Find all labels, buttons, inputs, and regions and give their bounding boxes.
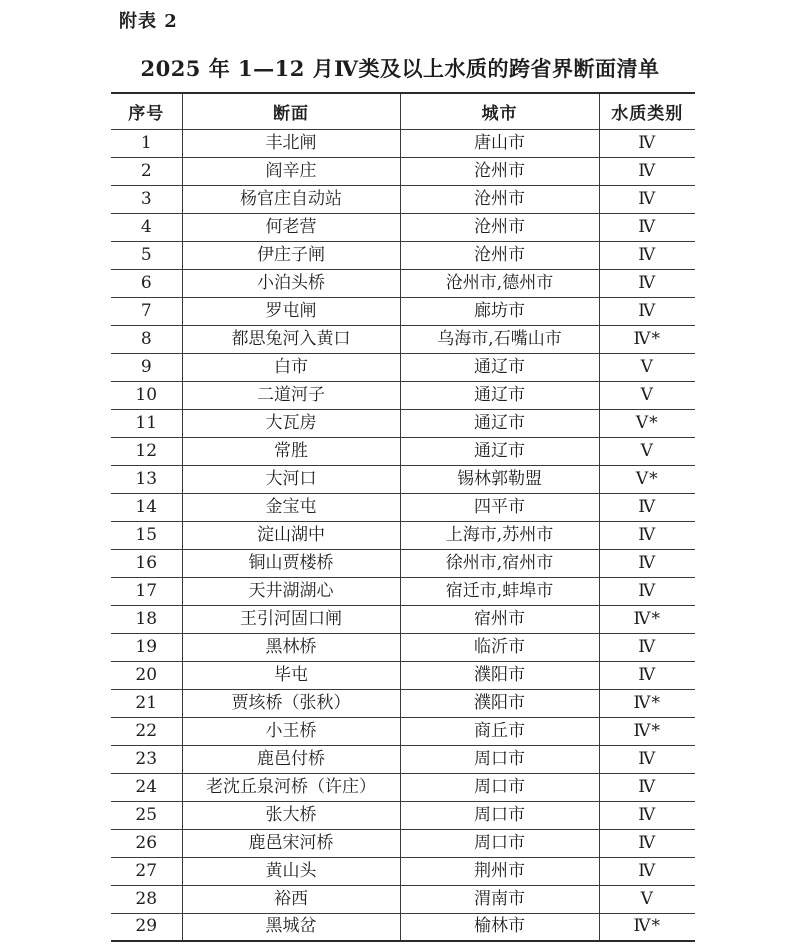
table-row xyxy=(111,521,695,549)
cell-section: 王引河固口闸 xyxy=(182,605,400,633)
cell-city: 渭南市 xyxy=(400,885,599,913)
cell-class: Ⅴ xyxy=(599,437,695,465)
water-quality-section-table xyxy=(111,92,695,942)
cell-index: 7 xyxy=(111,297,182,325)
cell-section: 伊庄子闸 xyxy=(182,241,400,269)
cell-city: 通辽市 xyxy=(400,409,599,437)
cell-section: 老沈丘泉河桥（许庄） xyxy=(182,773,400,801)
cell-class: Ⅳ xyxy=(599,129,695,157)
cell-section: 大瓦房 xyxy=(182,409,400,437)
table-row xyxy=(111,661,695,689)
table-row xyxy=(111,157,695,185)
cell-index: 27 xyxy=(111,857,182,885)
cell-index: 24 xyxy=(111,773,182,801)
cell-section: 白市 xyxy=(182,353,400,381)
cell-city: 宿迁市,蚌埠市 xyxy=(400,577,599,605)
cell-city: 廊坊市 xyxy=(400,297,599,325)
cell-city: 临沂市 xyxy=(400,633,599,661)
cell-section: 小泊头桥 xyxy=(182,269,400,297)
table-row xyxy=(111,549,695,577)
table-row xyxy=(111,773,695,801)
cell-section: 金宝屯 xyxy=(182,493,400,521)
cell-index: 18 xyxy=(111,605,182,633)
cell-city: 通辽市 xyxy=(400,437,599,465)
table-row xyxy=(111,801,695,829)
cell-index: 12 xyxy=(111,437,182,465)
cell-class: Ⅳ xyxy=(599,577,695,605)
cell-class: Ⅳ xyxy=(599,241,695,269)
cell-city: 沧州市 xyxy=(400,157,599,185)
table-row xyxy=(111,605,695,633)
cell-section: 阎辛庄 xyxy=(182,157,400,185)
cell-city: 周口市 xyxy=(400,745,599,773)
cell-index: 28 xyxy=(111,885,182,913)
cell-city: 周口市 xyxy=(400,773,599,801)
table-row xyxy=(111,409,695,437)
cell-city: 濮阳市 xyxy=(400,661,599,689)
cell-class: Ⅳ xyxy=(599,213,695,241)
cell-section: 毕屯 xyxy=(182,661,400,689)
table-row xyxy=(111,913,695,941)
cell-section: 裕西 xyxy=(182,885,400,913)
cell-index: 19 xyxy=(111,633,182,661)
cell-section: 二道河子 xyxy=(182,381,400,409)
table-row xyxy=(111,745,695,773)
page-title: 2025 年 1—12 月Ⅳ类及以上水质的跨省界断面清单 xyxy=(140,56,660,81)
cell-class: Ⅳ xyxy=(599,801,695,829)
cell-city: 商丘市 xyxy=(400,717,599,745)
cell-index: 22 xyxy=(111,717,182,745)
cell-city: 唐山市 xyxy=(400,129,599,157)
cell-city: 沧州市 xyxy=(400,185,599,213)
table-row xyxy=(111,129,695,157)
table-row xyxy=(111,633,695,661)
cell-index: 21 xyxy=(111,689,182,717)
cell-city: 周口市 xyxy=(400,829,599,857)
cell-class: Ⅳ* xyxy=(599,325,695,353)
cell-index: 6 xyxy=(111,269,182,297)
table-row xyxy=(111,185,695,213)
table-row xyxy=(111,381,695,409)
cell-section: 鹿邑付桥 xyxy=(182,745,400,773)
cell-section: 小王桥 xyxy=(182,717,400,745)
cell-class: Ⅳ xyxy=(599,857,695,885)
cell-class: Ⅳ xyxy=(599,633,695,661)
cell-section: 鹿邑宋河桥 xyxy=(182,829,400,857)
cell-city: 上海市,苏州市 xyxy=(400,521,599,549)
table-row xyxy=(111,269,695,297)
cell-section: 都思兔河入黄口 xyxy=(182,325,400,353)
column-header-class: 水质类别 xyxy=(599,93,695,129)
cell-class: Ⅴ xyxy=(599,353,695,381)
cell-section: 罗屯闸 xyxy=(182,297,400,325)
cell-class: Ⅳ* xyxy=(633,916,661,937)
table-row xyxy=(111,353,695,381)
cell-index: 1 xyxy=(111,129,182,157)
cell-section: 黑林桥 xyxy=(182,633,400,661)
cell-section: 黄山头 xyxy=(182,857,400,885)
cell-index: 25 xyxy=(111,801,182,829)
cell-section: 杨官庄自动站 xyxy=(182,185,400,213)
table-header-row xyxy=(111,93,695,129)
cell-index: 14 xyxy=(111,493,182,521)
cell-index: 20 xyxy=(111,661,182,689)
cell-index: 29 xyxy=(111,913,182,941)
cell-city: 宿州市 xyxy=(400,605,599,633)
table-row xyxy=(111,577,695,605)
cell-class: Ⅳ xyxy=(599,521,695,549)
cell-class: Ⅴ xyxy=(599,885,695,913)
cell-class: Ⅳ* xyxy=(599,717,695,745)
cell-class: Ⅳ xyxy=(599,297,695,325)
cell-class: Ⅳ* xyxy=(599,689,695,717)
cell-index: 3 xyxy=(111,185,182,213)
cell-index: 4 xyxy=(111,213,182,241)
cell-class: Ⅴ* xyxy=(599,409,695,437)
cell-city: 乌海市,石嘴山市 xyxy=(400,325,599,353)
table-row xyxy=(111,297,695,325)
cell-section: 天井湖湖心 xyxy=(182,577,400,605)
table-row xyxy=(111,465,695,493)
cell-index: 26 xyxy=(111,829,182,857)
cell-index: 2 xyxy=(111,157,182,185)
cell-city: 周口市 xyxy=(400,801,599,829)
table-row xyxy=(111,829,695,857)
cell-section: 淀山湖中 xyxy=(182,521,400,549)
cell-city: 通辽市 xyxy=(400,381,599,409)
cell-section: 丰北闸 xyxy=(182,129,400,157)
cell-class: Ⅳ xyxy=(599,745,695,773)
annex-label: 附表 2 xyxy=(119,11,178,32)
cell-index: 23 xyxy=(111,745,182,773)
cell-class: Ⅳ xyxy=(599,157,695,185)
cell-index: 15 xyxy=(111,521,182,549)
cell-city: 通辽市 xyxy=(400,353,599,381)
cell-class: Ⅳ xyxy=(599,661,695,689)
cell-section: 何老营 xyxy=(182,213,400,241)
cell-city: 榆林市 xyxy=(400,913,599,941)
cell-class: Ⅳ xyxy=(599,773,695,801)
table-row xyxy=(111,241,695,269)
column-header-index: 序号 xyxy=(111,93,182,129)
cell-index: 17 xyxy=(111,577,182,605)
cell-index: 5 xyxy=(111,241,182,269)
cell-index: 8 xyxy=(111,325,182,353)
table-row xyxy=(111,885,695,913)
table-row xyxy=(111,857,695,885)
cell-section: 张大桥 xyxy=(182,801,400,829)
cell-section: 铜山贾楼桥 xyxy=(182,549,400,577)
table-row xyxy=(111,437,695,465)
cell-class: Ⅳ xyxy=(599,829,695,857)
table-row xyxy=(111,213,695,241)
cell-section: 贾垓桥（张秋） xyxy=(182,689,400,717)
cell-class: Ⅴ xyxy=(599,381,695,409)
cell-city: 沧州市 xyxy=(400,241,599,269)
cell-city: 沧州市,德州市 xyxy=(400,269,599,297)
table-row xyxy=(111,717,695,745)
cell-class: Ⅳ* xyxy=(599,605,695,633)
cell-class: Ⅴ* xyxy=(599,465,695,493)
cell-section: 常胜 xyxy=(182,437,400,465)
table-row xyxy=(111,325,695,353)
cell-class: Ⅳ xyxy=(599,185,695,213)
cell-section: 大河口 xyxy=(182,465,400,493)
cell-class: Ⅳ xyxy=(599,549,695,577)
table-row xyxy=(111,689,695,717)
cell-city: 徐州市,宿州市 xyxy=(400,549,599,577)
table-row xyxy=(111,493,695,521)
cell-class: Ⅳ xyxy=(599,493,695,521)
cell-city: 锡林郭勒盟 xyxy=(400,465,599,493)
cell-city: 荆州市 xyxy=(400,857,599,885)
cell-index: 10 xyxy=(111,381,182,409)
column-header-section: 断面 xyxy=(182,93,400,129)
cell-city: 沧州市 xyxy=(400,213,599,241)
cell-city: 四平市 xyxy=(400,493,599,521)
cell-index: 9 xyxy=(111,353,182,381)
cell-index: 16 xyxy=(111,549,182,577)
cell-index: 11 xyxy=(111,409,182,437)
cell-class: Ⅳ xyxy=(599,269,695,297)
cell-city: 濮阳市 xyxy=(400,689,599,717)
cell-index: 13 xyxy=(111,465,182,493)
column-header-city: 城市 xyxy=(400,93,599,129)
cell-section: 黑城岔 xyxy=(182,913,400,941)
